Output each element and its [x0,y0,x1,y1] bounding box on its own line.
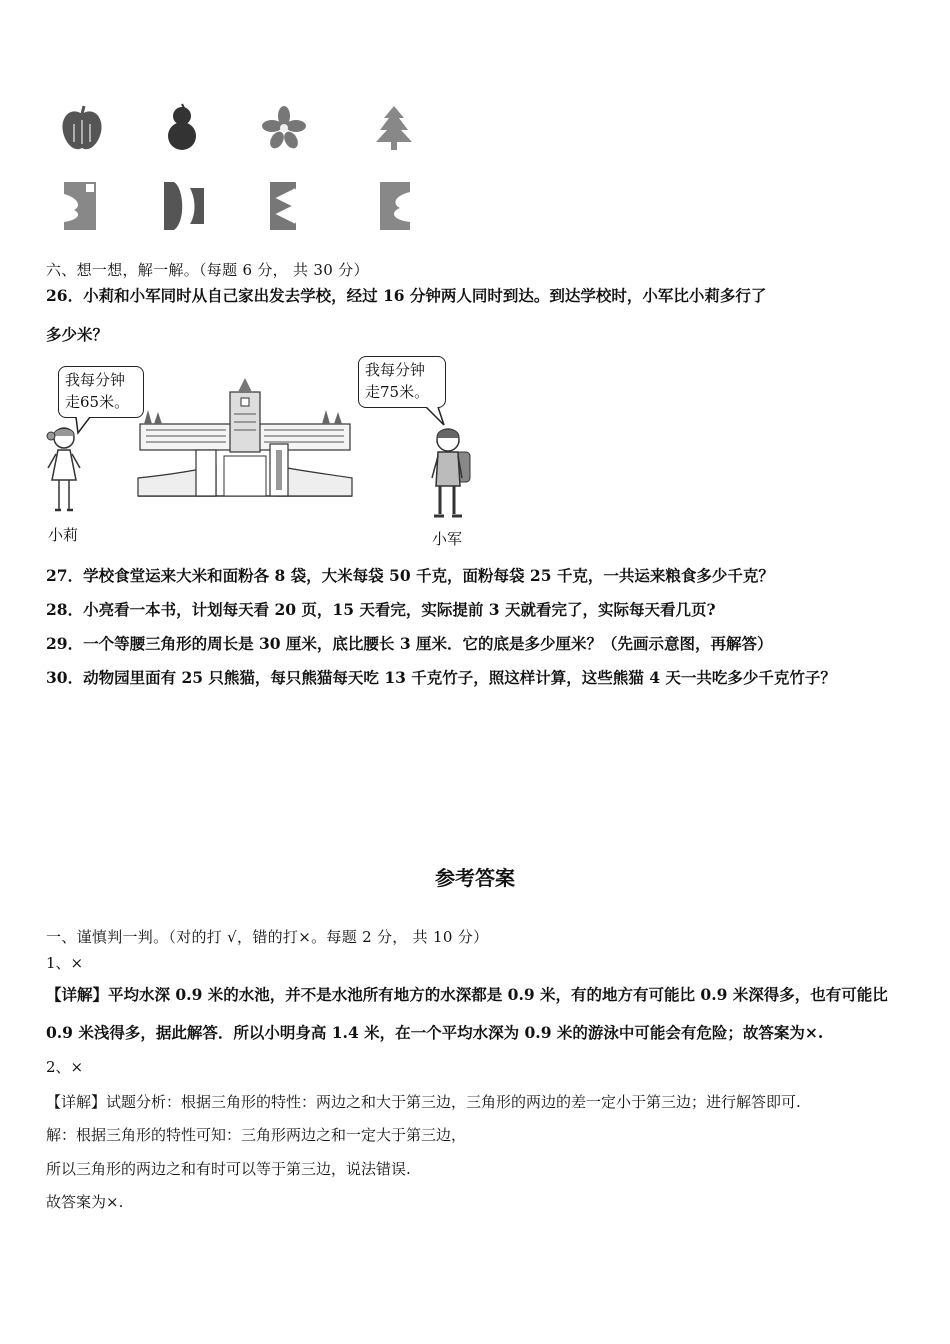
flower-cutout-icon [262,106,306,150]
question-30: 30．动物园里面有 25 只熊猫，每只熊猫每天吃 13 千克竹子，照这样计算，这些熊猫 4 天一共吃多少千克竹子？ [46,668,836,687]
girl-xiaoli-figure [42,424,88,528]
left-bubble-line2: 走65米。 [65,393,130,411]
right-bubble-line1: 我每分钟 [365,361,426,379]
school-building-illustration [136,374,354,502]
answer-title: 参考答案 [435,866,515,890]
xiaoli-name-label: 小莉 [48,526,79,544]
question-27: 27．学校食堂运来大米和面粉各 8 袋，大米每袋 50 千克，面粉每袋 25 千克，一共运来粮食多少千克？ [46,566,774,585]
question-26-line2: 多少米？ [46,325,109,344]
question-26-line1: 26．小莉和小军同时从自己家出发去学校，经过 16 分钟两人同时到达。到达学校时，小军比小莉多行了 [46,286,767,305]
apple-cutout-icon [60,104,104,152]
answer-section-one-header: 一、谨慎判一判。（对的打 √，错的打×。每题 2 分， 共 10 分） [46,928,489,946]
right-speech-bubble [358,356,446,408]
answer-2-explanation-line4: 故答案为×. [46,1193,124,1211]
gourd-cutout-icon [162,102,202,152]
answer-2-label: 2、× [46,1058,84,1076]
cutout-c-icon [268,180,298,232]
answer-2-explanation-line2: 解：根据三角形的特性可知：三角形两边之和一定大于第三边， [46,1126,467,1144]
right-bubble-line2: 走75米。 [365,383,430,401]
left-speech-bubble [58,366,144,418]
answer-1-label: 1、× [46,954,84,972]
answer-2-explanation-line1: 【详解】试题分析：根据三角形的特性：两边之和大于第三边，三角形的两边的差一定小于第三边；进行解答即可. [46,1093,801,1111]
left-bubble-line1: 我每分钟 [65,371,126,389]
cutout-b-icon [162,180,206,232]
question-28: 28．小亮看一本书，计划每天看 20 页，15 天看完，实际提前 3 天就看完了，实际每天看几页? [46,600,716,619]
answer-2-explanation-line3: 所以三角形的两边之和有时可以等于第三边，说法错误. [46,1160,411,1178]
tree-cutout-icon [374,104,414,152]
section-six-header: 六、想一想，解一解。（每题 6 分， 共 30 分） [46,261,369,279]
answer-1-explanation-line1: 【详解】平均水深 0.9 米的水池，并不是水池所有地方的水深都是 0.9 米，有的地方有可能比 0.9 米深得多，也有可能比 [46,985,888,1004]
cutout-a-icon [62,180,98,232]
question-29: 29．一个等腰三角形的周长是 30 厘米，底比腰长 3 厘米．它的底是多少厘米？（先画示意图，再解答） [46,634,773,653]
cutout-d-icon [378,180,412,232]
xiaojun-name-label: 小军 [432,530,463,548]
answer-1-explanation-line2: 0.9 米浅得多，据此解答．所以小明身高 1.4 米，在一个平均水深为 0.9 米的游泳中可能会有危险；故答案为×. [46,1023,824,1042]
boy-xiaojun-figure [424,424,476,528]
